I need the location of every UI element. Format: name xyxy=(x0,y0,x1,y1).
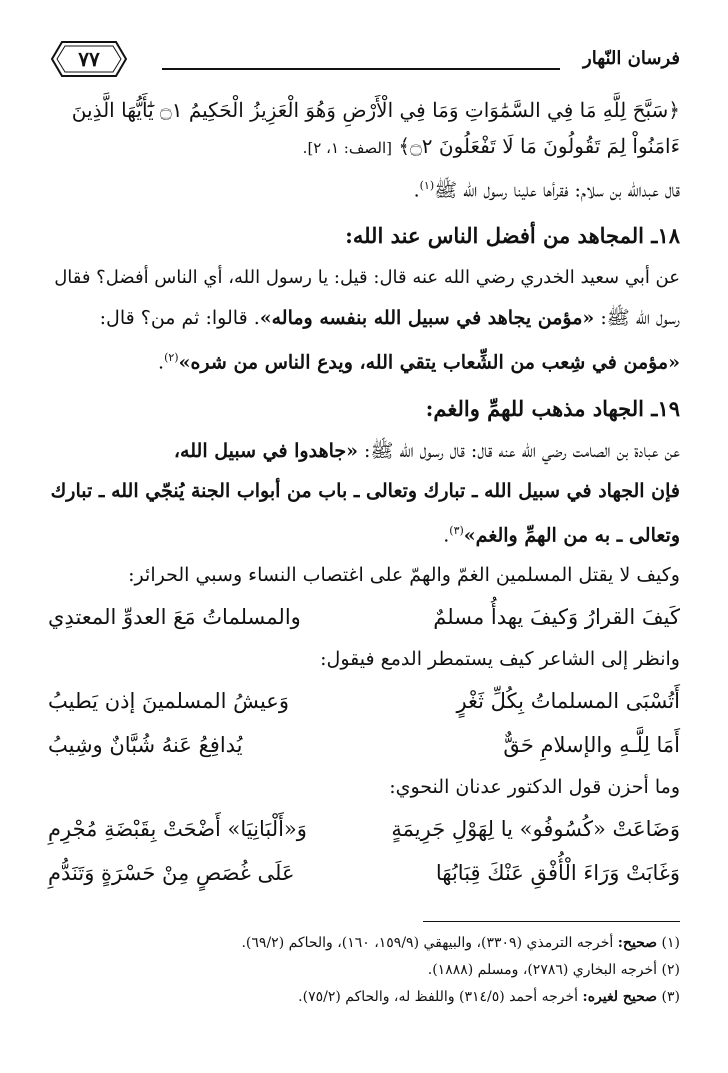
hadith-intro: عن عبادة بن الصامت رضي الله عنه قال: قال رسول الله ﷺ: xyxy=(358,439,680,462)
verse-line-2 xyxy=(48,128,680,166)
section-18-line-2 xyxy=(48,298,680,338)
poem-hemistich-left: وَ«أَلْبَانِيَا» أَضْحَتْ بِقَبْضَةِ مُجْرِمِ xyxy=(48,816,307,841)
page-number: ٧٧ xyxy=(78,47,100,71)
footnote-ref-3: (٣) xyxy=(449,523,464,537)
verse-text: ءَامَنُواْ لِمَ تَقُولُونَ مَا لَا تَفْعَلُونَ ۝٢﴾ xyxy=(398,134,680,158)
book-title: فرسان النّهار xyxy=(583,48,680,69)
hadith-quote: «مؤمن يجاهد في سبيل الله بنفسه وماله» xyxy=(259,307,595,330)
section-19-heading: ١٩ـ الجهاد مذهب للهمِّ والغم: xyxy=(425,395,680,421)
poem-hemistich-right: أَمَا لِلَّـهِ والإسلامِ حَقٌّ xyxy=(503,732,680,757)
poem-hemistich-left: والمسلماتُ مَعَ العدوِّ المعتدِي xyxy=(48,604,301,629)
hadith-intro: رسول الله ﷺ: xyxy=(594,307,680,330)
footnote-1 xyxy=(48,930,680,957)
poem-1-verse xyxy=(48,595,680,639)
section-19-line-1 xyxy=(48,431,680,471)
hadith-quote-2: «مؤمن في شِعب من الشِّعاب يتقي الله، ويدع الناس من شره» xyxy=(178,351,680,374)
poem-hemistich-right: وَضَاعَتْ «كُسُوفُو» يا لِهَوْلِ جَرِيمَةٍ xyxy=(391,816,680,841)
paragraph-women: وكيف لا يقتل المسلمين الغمّ والهمّ على اغتصاب النساء وسبي الحرائر: xyxy=(128,563,680,586)
footnote-grade: صحيح: xyxy=(617,935,658,951)
header-rule xyxy=(162,68,560,70)
footnote-number: (١) xyxy=(661,935,680,951)
verse-line-1: ﴿سَبَّحَ لِلَّهِ مَا فِي السَّمَٰوَاتِ وَمَا فِي الْأَرْضِ وَهُوَ الْعَزِيزُ الْحَكِيمُ ۝١ يَٰٓأَيُّهَا الَّذِينَ xyxy=(71,98,680,122)
footnotes xyxy=(48,930,680,1011)
footnote-text: أخرجه البخاري (٢٧٨٦)، ومسلم (١٨٨٨). xyxy=(427,962,658,978)
poem-hemistich-right: كَيفَ القرارُ وَكيفَ يهدأُ مسلمٌ xyxy=(433,604,680,629)
poem-3-verse-2 xyxy=(48,851,680,895)
verse-reference: [الصف: ١، ٢]. xyxy=(302,139,392,157)
footnote-3 xyxy=(48,984,680,1011)
paragraph-abdullah: قال عبدالله بن سلام: فقرأها علينا رسول الله ﷺ$^{(١)}$. xyxy=(413,179,680,202)
poem-2-verse-1 xyxy=(48,679,680,723)
footnote-text: أخرجه الترمذي (٣٣٠٩)، والبيهقي (١٥٩/٩، ١٦٠)، والحاكم (٦٩/٢). xyxy=(241,935,618,951)
section-18-line-3: «مؤمن في شِعب من الشِّعاب يتقي الله، ويدع الناس من شره»$^{(٢)}$. xyxy=(158,351,680,374)
paragraph-poet: وانظر إلى الشاعر كيف يستمطر الدمع فيقول: xyxy=(320,647,680,670)
footnote-2 xyxy=(48,957,680,984)
poem-hemistich-right: أَتُسْبَى المسلماتُ بِكُلِّ ثَغْرٍ xyxy=(456,688,680,713)
footnote-separator xyxy=(423,921,680,922)
poem-hemistich-right: وَغَابَتْ وَرَاءَ الْأُفْقِ عَنْكَ قِبَابُهَا xyxy=(435,860,680,885)
footnote-ref-1: (١) xyxy=(419,179,435,192)
footnote-number: (٣) xyxy=(661,989,680,1005)
section-19-line-2: فإن الجهاد في سبيل الله ـ تبارك وتعالى ـ باب من أبواب الجنة يُنجّي الله ـ تبارك xyxy=(50,479,680,502)
poem-hemistich-left: وَعيشُ المسلمينَ إذن يَطيبُ xyxy=(48,688,289,713)
poem-hemistich-left: عَلَى غُصَصٍ مِنْ حَسْرَةٍ وَتَنَدُّمِ xyxy=(48,860,295,885)
section-18-line-1: عن أبي سعيد الخدري رضي الله عنه قال: قيل: يا رسول الله، أي الناس أفضل؟ فقال xyxy=(54,267,680,289)
page-body xyxy=(48,92,680,895)
paragraph-nahwi: وما أحزن قول الدكتور عدنان النحوي: xyxy=(389,775,680,798)
section-19-line-3: وتعالى ـ به من الهمِّ والغم»$^{(٣)}$. xyxy=(443,523,680,546)
poem-3-verse-1 xyxy=(48,807,680,851)
paragraph-text: قال عبدالله بن سلام: فقرأها علينا رسول الله ﷺ xyxy=(434,179,680,202)
hadith-tail: . قالوا: ثم من؟ قال: xyxy=(99,307,260,330)
poem-2-verse-2 xyxy=(48,723,680,767)
hadith-quote-end: وتعالى ـ به من الهمِّ والغم» xyxy=(463,523,680,546)
footnote-ref-2: (٢) xyxy=(164,351,179,365)
footnote-grade: صحيح لغيره: xyxy=(582,989,658,1005)
footnote-number: (٢) xyxy=(661,962,680,978)
hadith-quote: «جاهدوا في سبيل الله، xyxy=(173,439,358,462)
section-18-heading: ١٨ـ المجاهد من أفضل الناس عند الله: xyxy=(345,223,680,249)
poem-hemistich-left: يُدافِعُ عَنهُ شُبَّانٌ وشِيبُ xyxy=(48,732,243,757)
page-number-box xyxy=(50,40,128,78)
page-header xyxy=(50,38,680,84)
footnote-text: أخرجه أحمد (٣١٤/٥) واللفظ له، والحاكم (٧٥/٢). xyxy=(298,989,583,1005)
